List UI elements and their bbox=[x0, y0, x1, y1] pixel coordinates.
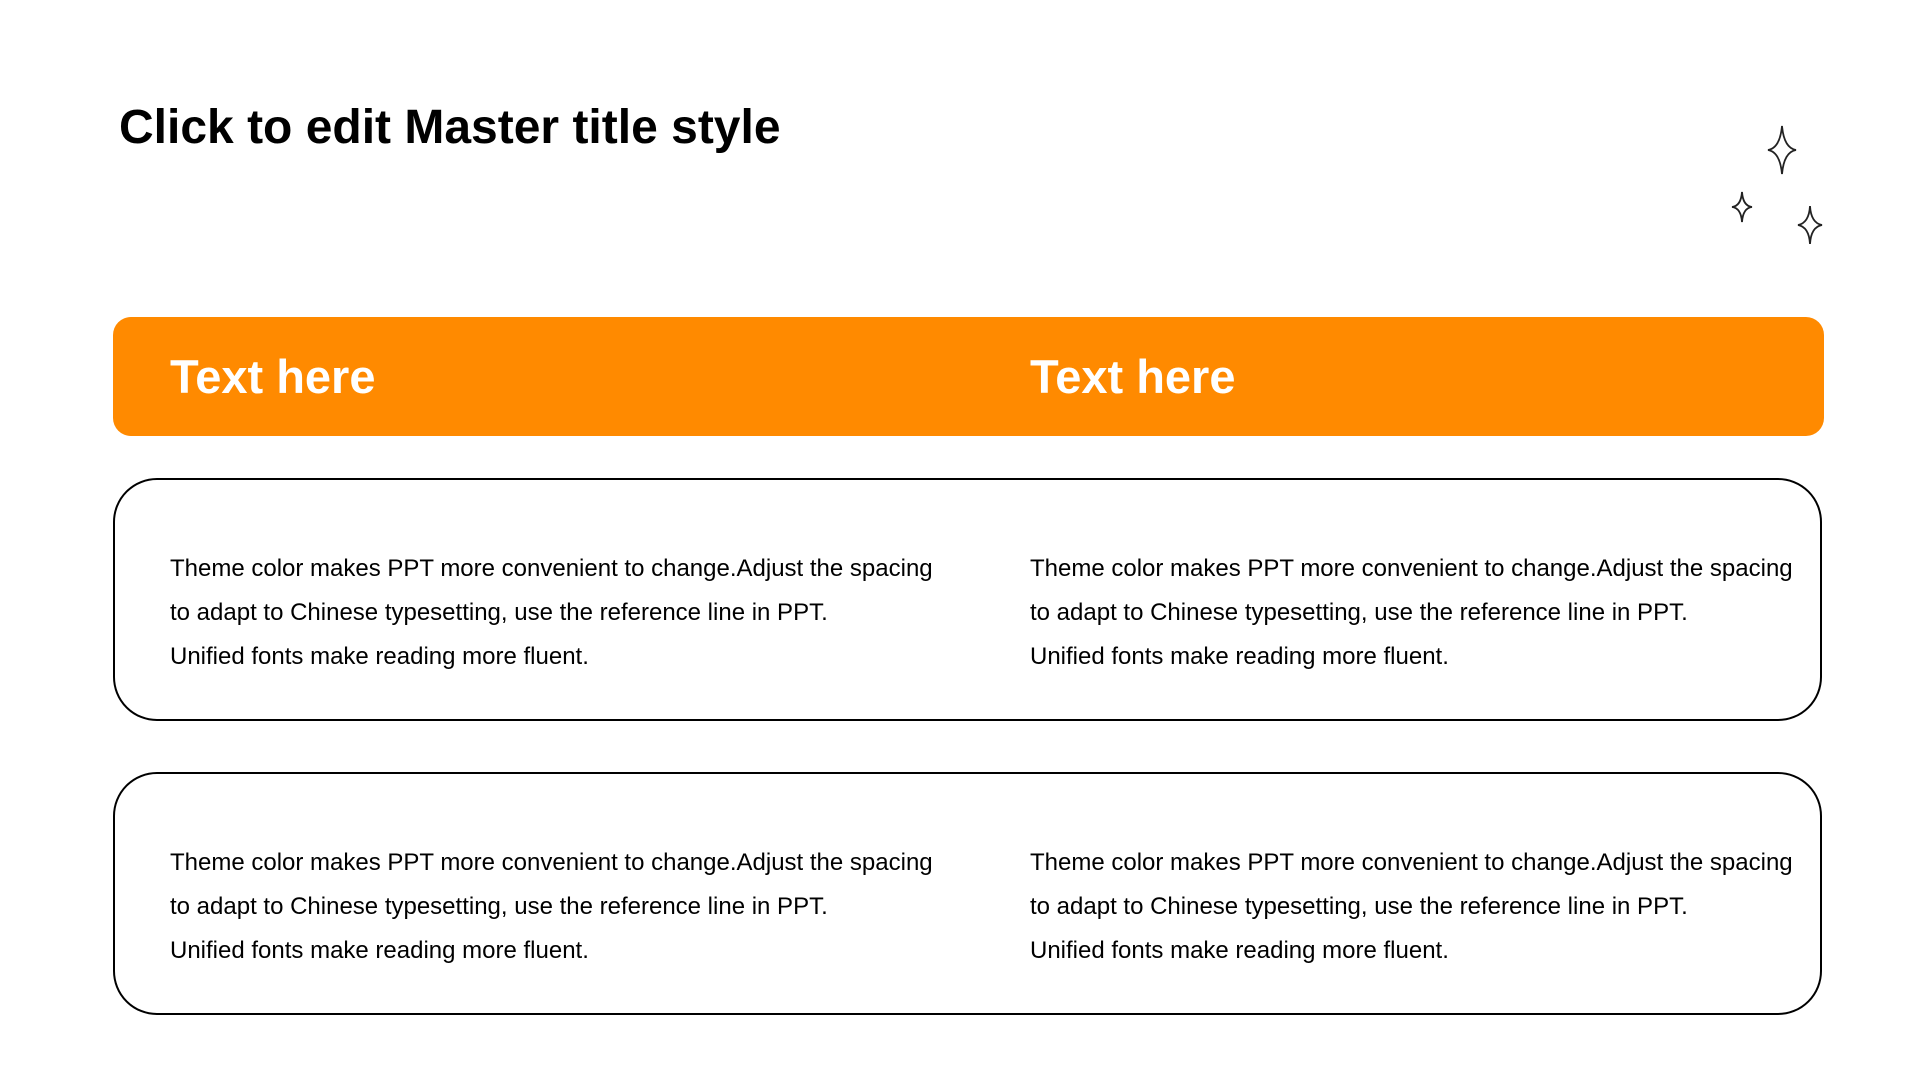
small-sparkle-icon bbox=[1732, 192, 1752, 222]
card-text-row-2-right[interactable] bbox=[1030, 841, 1830, 973]
content-card-row-2 bbox=[113, 772, 1822, 1015]
text-line: Unified fonts make reading more fluent. bbox=[170, 643, 589, 670]
header-label-right[interactable]: Text here bbox=[1030, 350, 1236, 403]
text-line: to adapt to Chinese typesetting, use the reference line in PPT. bbox=[170, 893, 828, 920]
content-card-row-1 bbox=[113, 478, 1822, 721]
text-line: to adapt to Chinese typesetting, use the reference line in PPT. bbox=[1030, 599, 1688, 626]
header-label-left[interactable]: Text here bbox=[170, 350, 376, 403]
card-text-row-1-right[interactable] bbox=[1030, 547, 1830, 679]
large-sparkle-icon bbox=[1768, 126, 1796, 174]
text-line: Unified fonts make reading more fluent. bbox=[1030, 643, 1449, 670]
text-line: Unified fonts make reading more fluent. bbox=[170, 937, 589, 964]
slide-title[interactable]: Click to edit Master title style bbox=[119, 101, 781, 154]
text-line: Theme color makes PPT more convenient to change.Adjust the spacing bbox=[1030, 555, 1793, 582]
card-text-row-1-left[interactable] bbox=[170, 547, 970, 679]
card-text-row-2-left[interactable] bbox=[170, 841, 970, 973]
text-line: Theme color makes PPT more convenient to change.Adjust the spacing bbox=[170, 849, 933, 876]
text-line: to adapt to Chinese typesetting, use the reference line in PPT. bbox=[170, 599, 828, 626]
text-line: Theme color makes PPT more convenient to change.Adjust the spacing bbox=[170, 555, 933, 582]
header-bar bbox=[113, 317, 1824, 436]
sparkle-stars-icon bbox=[1720, 116, 1840, 256]
text-line: Theme color makes PPT more convenient to change.Adjust the spacing bbox=[1030, 849, 1793, 876]
medium-sparkle-icon bbox=[1798, 206, 1822, 244]
text-line: to adapt to Chinese typesetting, use the reference line in PPT. bbox=[1030, 893, 1688, 920]
text-line: Unified fonts make reading more fluent. bbox=[1030, 937, 1449, 964]
